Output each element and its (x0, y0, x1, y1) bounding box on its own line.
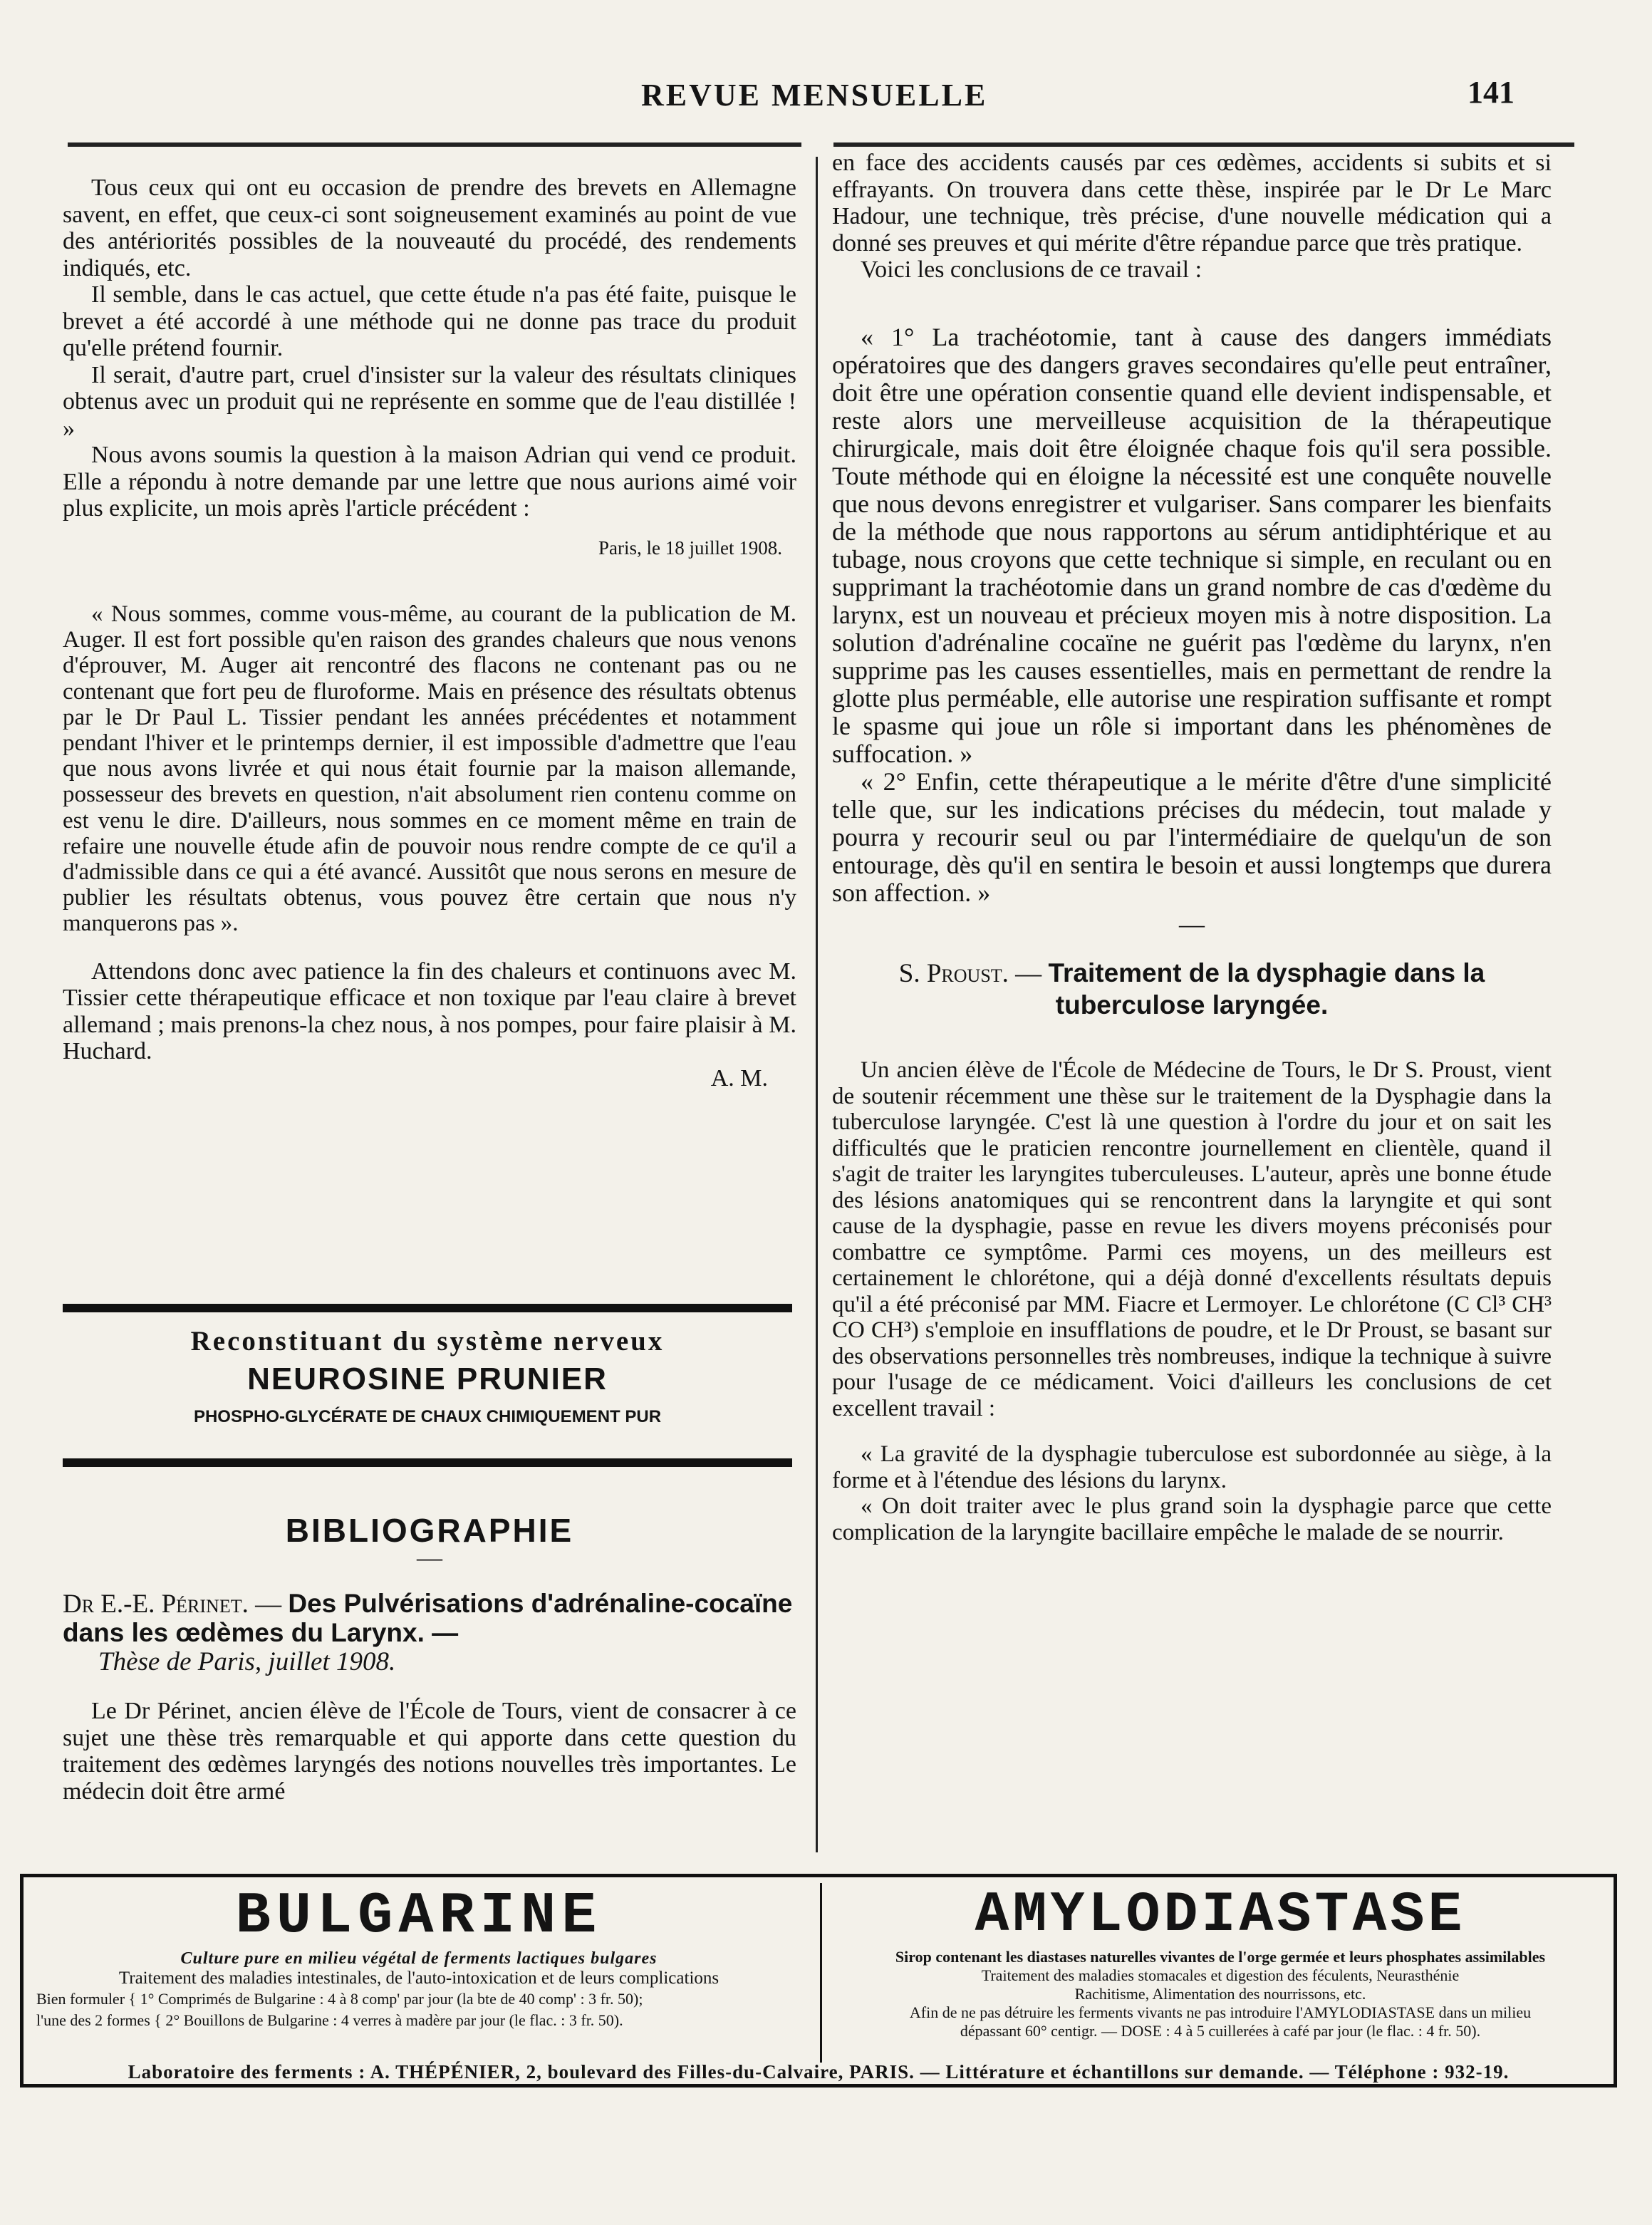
left-column-text (63, 175, 796, 1091)
bibliography-entry (63, 1589, 796, 1676)
dosage-line: l'une des 2 formes { 2° Bouillons de Bulgarine : 4 verres à madère par jour (le flac. : 3 fr. 50). (36, 2011, 623, 2029)
product-indication: Traitement des maladies intestinales, de l'auto-intoxication et de leurs complications (118, 1969, 719, 1988)
separator-dash: — (1179, 909, 1205, 938)
paragraph: Il serait, d'autre part, cruel d'insister sur la valeur des résultats cliniques obtenus avec un produit qui ne représente en somme que de l'eau distillée ! » (63, 361, 796, 442)
entry-title: Des Pulvérisations d'adrénaline-cocaïne dans les œdèmes du Larynx. — (63, 1589, 793, 1647)
paragraph: en face des accidents causés par ces œdèmes, accidents si subits et si effrayants. On trouvera dans cette thèse, inspirée par le Dr Le Marc Hadour, une technique, très précise, d'une nouvelle médication qui a donné ses preuves et qui mérite d'être répandue parce que très pratique. (832, 150, 1552, 256)
conclusion-quote: « La gravité de la dysphagie tuberculose est subordonnée au siège, à la forme et à l'étendue des lésions du larynx. (832, 1441, 1552, 1493)
product-name: BULGARINE (235, 1883, 603, 1949)
advert-divider (820, 1883, 822, 2063)
conclusion-2: « 2° Enfin, cette thérapeutique a le mérite d'être d'une simplicité telle que, sur les indications précises du médecin, tout malade y pourra y recourir seul ou par l'intermédiaire de quelqu'un de son entourage, dès qu'il en sentira le besoin et aussi longtemps que durera son affection. » (832, 767, 1552, 907)
running-title: REVUE MENSUELLE (641, 78, 988, 113)
entry-author: Dr E.-E. Périnet. — (63, 1589, 282, 1619)
conclusion-1: « 1° La trachéotomie, tant à cause des dangers immédiats opératoires que des dangers graves secondaires qu'elle peut entraîner, doit être une opération consentie quand elle devient indispensable, et reste alors une merveilleuse acquisition de la thérapeutique chirurgicale, mais doit être éloignée chaque fois qu'il sera possible. Toute méthode qui en éloigne la nécessité est une conquête nouvelle que nous devons enregistrer et vulgariser. Sans comparer les bienfaits de la méthode que nous rapportons au sérum antidiphtérique et au tubage, nous croyons que cette technique si simple, en reculant ou en supprimant la trachéotomie dans un grand nombre de cas d'œdème du larynx, est un nouveau et précieux moyen mis à notre disposition. La solution d'adrénaline cocaïne ne guérit pas l'œdème du larynx, n'en supprime pas les causes essentielles, mais en permettant de rendre la glotte plus perméable, elle autorise une respiration suffisante et rompt le spasme qui joue un rôle si important dans les phénomènes de suffocation. » (832, 322, 1552, 768)
advert-rule-top (63, 1304, 792, 1312)
quoted-letter: « Nous sommes, comme vous-même, au courant de la publication de M. Auger. Il est fort possible qu'en raison des grandes chaleurs que nous venons d'éprouver, M. Auger ait rencontré des flacons ne contenant pas ou ne contenant que fort peu de fluroforme. Mais en présence des résultats obtenus par le Dr Paul L. Tissier pendant les années précédentes et notamment pendant l'hiver et le printemps dernier, il est impossible d'admettre que l'eau que nous avons livrée et qui nous était fournie par la maison allemande, possesseur des brevets en question, n'ait absolument rien contenu comme on est venu le dire. D'ailleurs, nous sommes en ce moment même en train de refaire une nouvelle étude afin de pouvoir nous rendre compte de ce qu'il a d'admissible dans ce qui a été avancé. Aussitôt que nous serons en mesure de publier les résultats obtenus, vous pouvez être certain que nous n'y manquerons pas ». (63, 601, 796, 937)
product-name: AMYLODIASTASE (975, 1883, 1466, 1948)
product-indication: Rachitisme, Alimentation des nourrissons, etc. (1074, 1985, 1366, 2003)
product-warning: Afin de ne pas détruire les ferments vivants ne pas introduire l'AMYLODIASTASE dans un milieu (909, 2003, 1532, 2021)
letter-date: Paris, le 18 juillet 1908. (598, 536, 782, 559)
dosage-line: Bien formuler { 1° Comprimés de Bulgarine : 4 à 8 comp' par jour (la bte de 40 comp' : 3 fr. 50); (36, 1990, 643, 2008)
section-title: BIBLIOGRAPHIE (285, 1512, 574, 1549)
conclusion-quote: « On doit traiter avec le plus grand soin la dysphagie parce que cette complication de la laryngite bacillaire empêche le malade de se nourrir. (832, 1493, 1552, 1545)
laboratory-footer: Laboratoire des ferments : A. THÉPÉNIER, 2, boulevard des Filles-du-Calvaire, PARIS. — Littérature et échantillons sur demande. — Téléphone : 932-19. (128, 2061, 1510, 2083)
entry-title: Traitement de la dysphagie dans la tuberculose laryngée. (1048, 958, 1485, 1020)
product-subtitle: Culture pure en milieu végétal de ferments lactiques bulgares (180, 1949, 658, 1968)
advert-rule-bottom (63, 1458, 792, 1467)
paragraph: Le Dr Périnet, ancien élève de l'École de Tours, vient de consacrer à ce sujet une thèse très remarquable et qui apporte dans cette question du traitement des œdèmes laryngés des notions nouvelles très importantes. Le médecin doit être armé (63, 1698, 796, 1805)
advert-description: PHOSPHO-GLYCÉRATE DE CHAUX CHIMIQUEMENT PUR (193, 1407, 662, 1426)
right-column-text (832, 150, 1552, 1545)
separator-dash: — (417, 1542, 442, 1572)
header-rule-left (68, 142, 801, 147)
dosage-line: dépassant 60° centigr. — DOSE : 4 à 5 cuillerées à café par jour (le flac. : 4 fr. 50). (960, 2022, 1481, 2040)
product-description: Sirop contenant les diastases naturelles vivantes de l'orge germée et leurs phosphates assimilables (895, 1948, 1546, 1966)
review-heading (832, 958, 1552, 1022)
paragraph: Voici les conclusions de ce travail : (861, 256, 1202, 283)
paragraph: Il semble, dans le cas actuel, que cette étude n'a pas été faite, puisque le brevet a été accordé à une méthode qui ne donne pas trace du produit qu'elle prétend fournir. (63, 281, 796, 361)
column-divider (816, 157, 818, 1852)
paragraph: Un ancien élève de l'École de Médecine de Tours, le Dr S. Proust, vient de soutenir récemment une thèse sur le traitement de la Dysphagie dans la tuberculose laryngée. C'est là une question à l'ordre du jour et on sait les difficultés que le praticien rencontre journellement en clientèle, quand il s'agit de traiter les laryngites tuberculeuses. L'auteur, après une bonne étude des lésions anatomiques qui se rencontrent dans la laryngite et qui sont cause de la dysphagie, passe en revue les divers moyens préconisés pour combattre ce symptôme. Parmi ces moyens, un des meilleurs est certainement le chlorétone, qui a déjà donné d'excellents résultats depuis qu'il a été préconisé par MM. Fiacre et Lermoyer. Le chlorétone (C Cl³ CH³ CO CH³) s'emploie en insufflations de poudre, et le Dr Proust, se basant sur des observations personnelles très nombreuses, indique la technique à suivre pour l'usage de ce médicament. Voici d'ailleurs les conclusions de cet excellent travail : (832, 1057, 1552, 1421)
neurosine-advert (63, 1304, 792, 1467)
advert-tagline: Reconstituant du système nerveux (190, 1326, 665, 1357)
running-head (0, 77, 1652, 120)
entry-author: S. Proust. — (898, 959, 1042, 988)
bottom-advert-box (20, 1874, 1617, 2087)
page-number: 141 (1467, 75, 1515, 110)
entry-source: Thèse de Paris, juillet 1908. (98, 1647, 396, 1676)
bulgarine-advert (24, 1877, 814, 2031)
product-indication: Traitement des maladies stomacales et digestion des féculents, Neurasthénie (981, 1966, 1460, 1984)
signature: A. M. (710, 1064, 768, 1091)
bibliographie-section (63, 1512, 796, 1805)
advert-product-name: NEUROSINE PRUNIER (247, 1362, 608, 1396)
paragraph: Tous ceux qui ont eu occasion de prendre des brevets en Allemagne savent, en effet, que ceux-ci sont soigneusement examinés au point de vue des antériorités possibles de la nouveauté du procédé, des rendements indiqués, etc. (63, 175, 796, 281)
amylodiastase-advert (828, 1877, 1612, 2040)
paragraph: Attendons donc avec patience la fin des chaleurs et continuons avec M. Tissier cette thérapeutique efficace et non toxique par l'eau claire à brevet allemand ; mais prenons-la chez nous, à nos pompes, pour faire plaisir à M. Huchard. (63, 958, 796, 1065)
header-rule-right (833, 142, 1574, 147)
paragraph: Nous avons soumis la question à la maison Adrian qui vend ce produit. Elle a répondu à notre demande par une lettre que nous aurions aimé voir plus explicite, un mois après l'article précédent : (63, 442, 796, 522)
